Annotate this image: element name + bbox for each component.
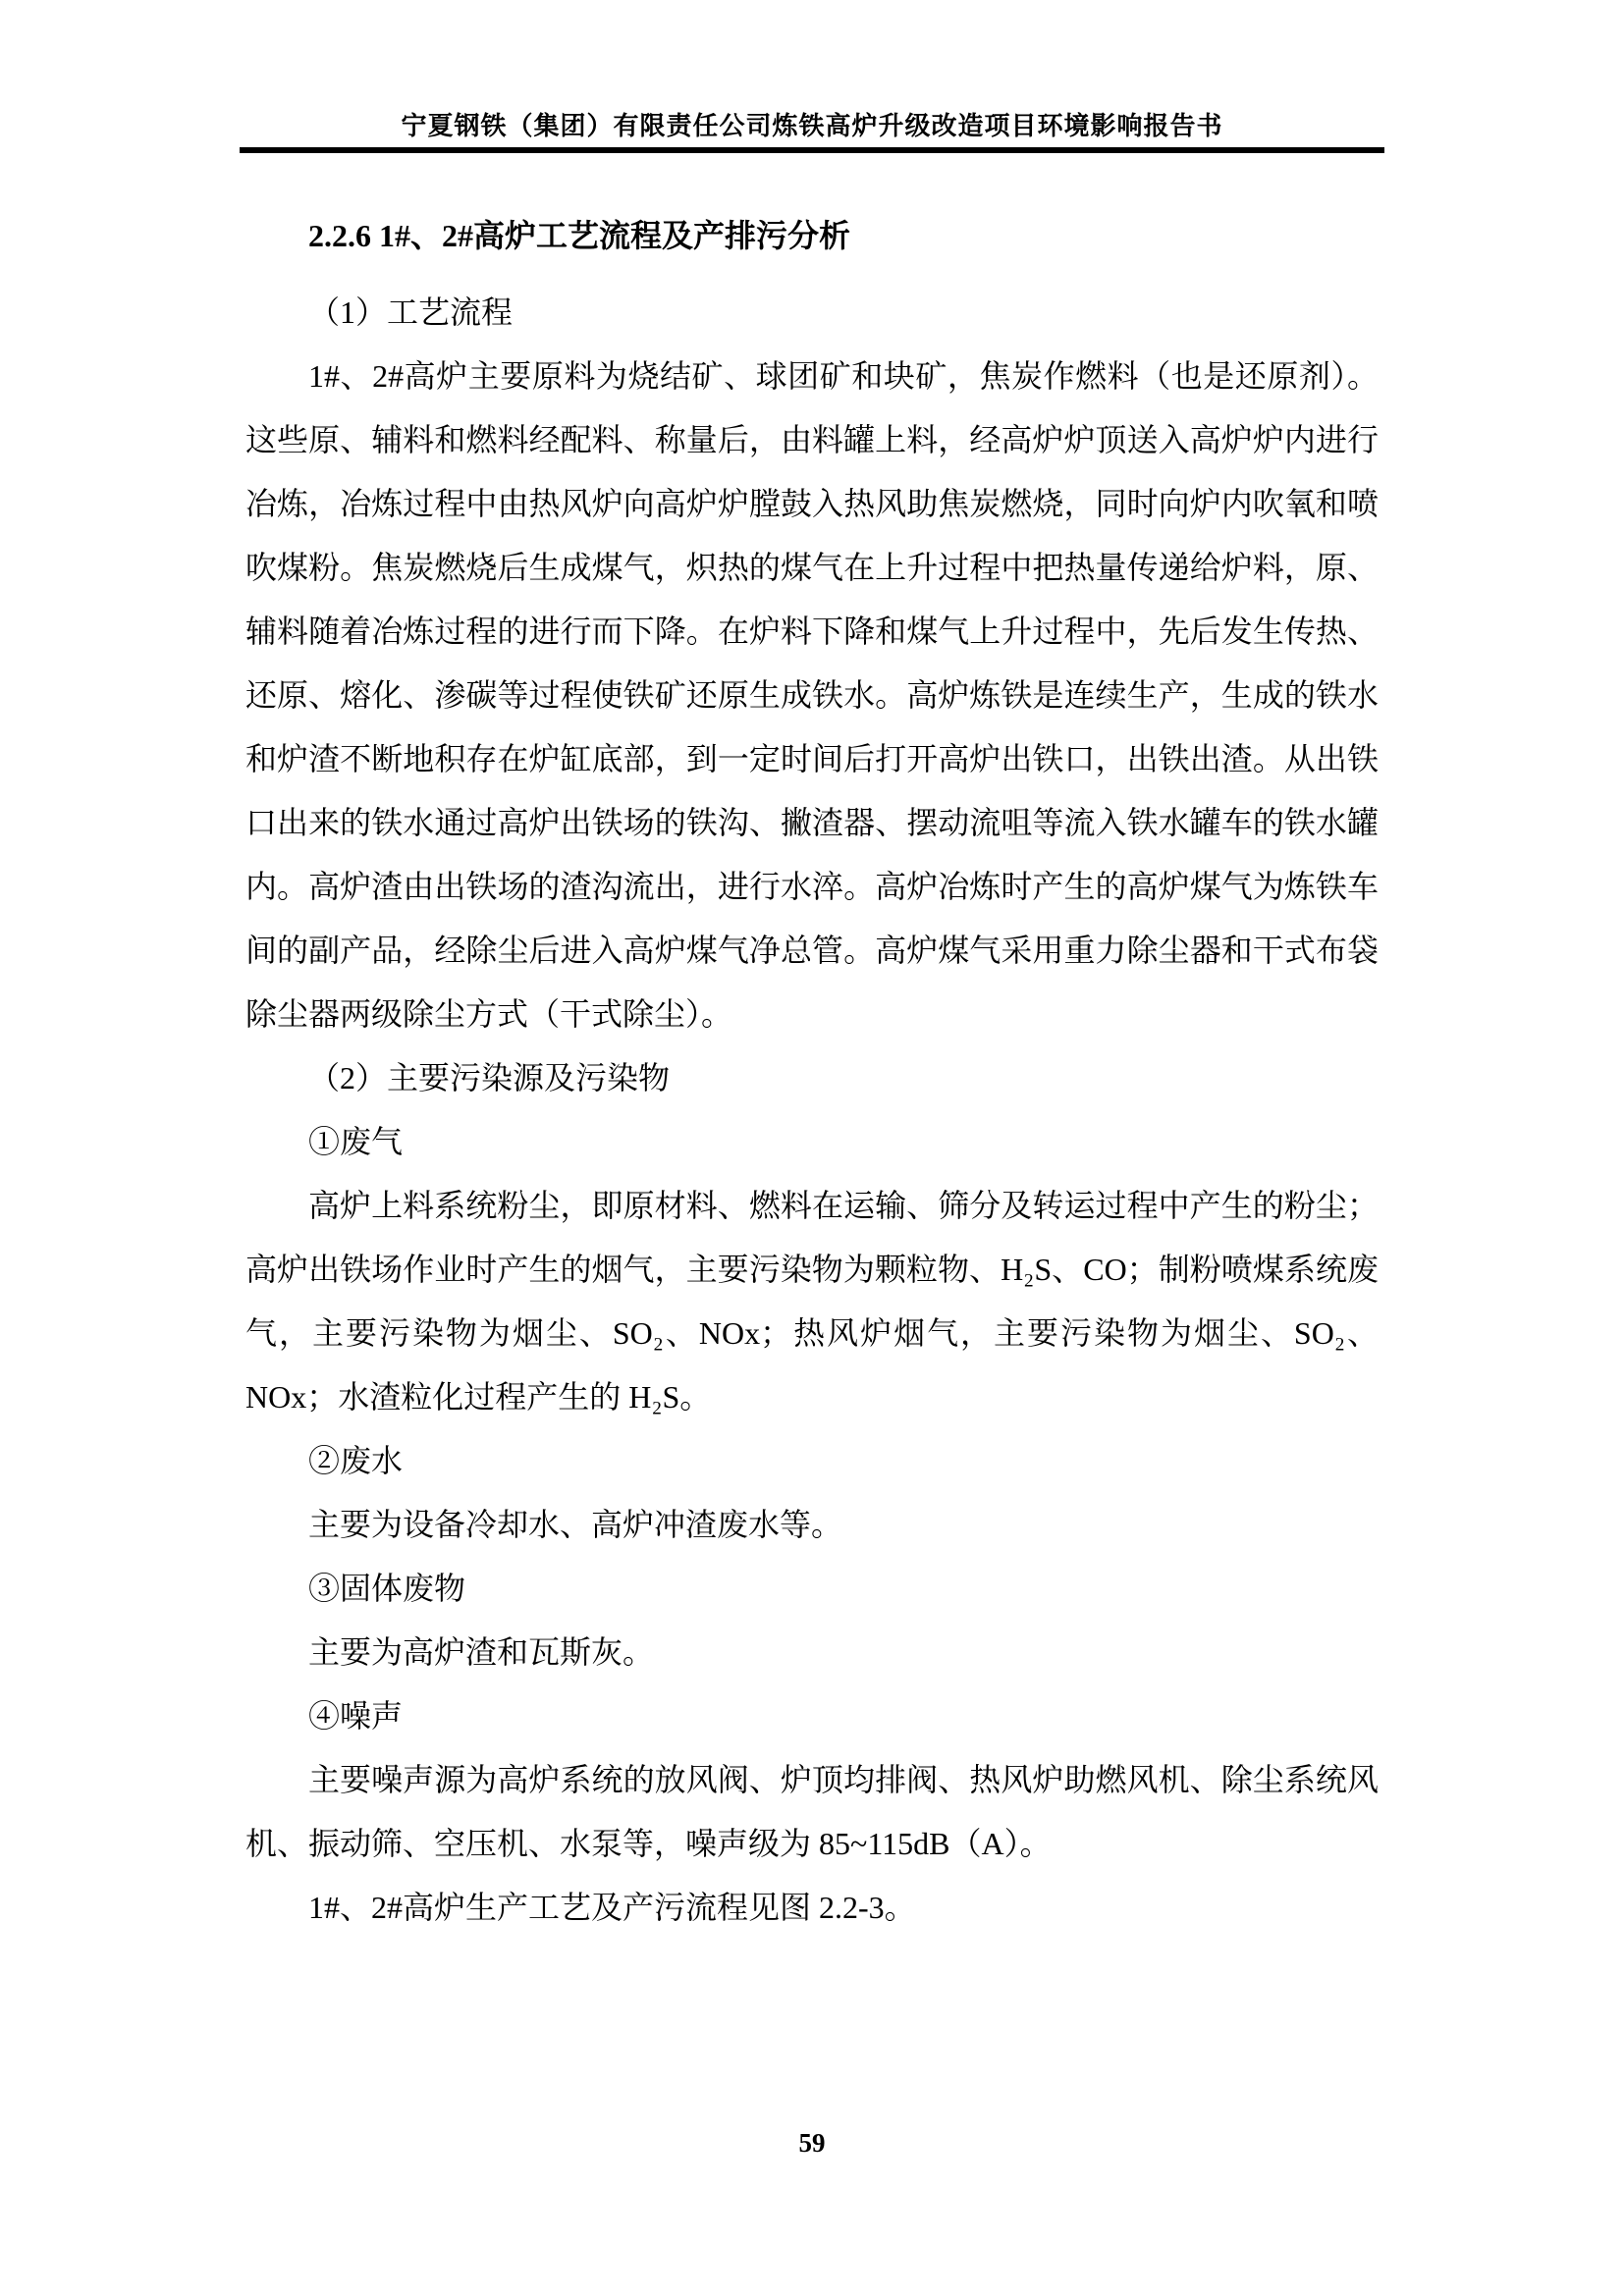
paragraph-waste-gas: 高炉上料系统粉尘，即原材料、燃料在运输、筛分及转运过程中产生的粉尘；高炉出铁场作业时产生的烟气，主要污染物为颗粒物、H₂S、CO；制粉喷煤系统废气，主要污染物为烟尘、SO₂、NOx；热风炉烟气，主要污染物为烟尘、SO₂、NOx；水渣粒化过程产生的 H₂S。 [245,1188,1379,1415]
report-title: 宁夏钢铁（集团）有限责任公司炼铁高炉升级改造项目环境影响报告书 [401,112,1223,140]
page-body [245,204,1379,1940]
paragraph-noise: 主要噪声源为高炉系统的放风阀、炉顶均排阀、热风炉助燃风机、除尘系统风机、振动筛、空压机、水泵等，噪声级为 85~115dB（A）。 [245,1762,1379,1861]
paragraph-process-flow-label: （1）工艺流程 [308,294,514,330]
paragraph-process-description: 1#、2#高炉主要原料为烧结矿、球团矿和块矿，焦炭作燃料（也是还原剂）。这些原、辅料和燃料经配料、称量后，由料罐上料，经高炉炉顶送入高炉炉内进行冶炼，冶炼过程中由热风炉向高炉炉膛鼓入热风助焦炭燃烧，同时向炉内吹氧和喷吹煤粉。焦炭燃烧后生成煤气，炽热的煤气在上升过程中把热量传递给炉料，原、辅料随着冶炼过程的进行而下降。在炉料下降和煤气上升过程中，先后发生传热、还原、熔化、渗碳等过程使铁矿还原生成铁水。高炉炼铁是连续生产，生成的铁水和炉渣不断地积存在炉缸底部，到一定时间后打开高炉出铁口，出铁出渣。从出铁口出来的铁水通过高炉出铁场的铁沟、撇渣器、摆动流咀等流入铁水罐车的铁水罐内。高炉渣由出铁场的渣沟流出，进行水淬。高炉冶炼时产生的高炉煤气为炼铁车间的副产品，经除尘后进入高炉煤气净总管。高炉煤气采用重力除尘器和干式布袋除尘器两级除尘方式（干式除尘）。 [245,358,1379,1032]
paragraph-solid-waste: 主要为高炉渣和瓦斯灰。 [308,1634,655,1670]
paragraph-wastewater: 主要为设备冷却水、高炉冲渣废水等。 [308,1507,843,1542]
list-item-noise-label: ④噪声 [308,1698,404,1734]
list-item-wastewater-label: ②废水 [308,1443,404,1478]
paragraph-figure-reference: 1#、2#高炉生产工艺及产污流程见图 2.2-3。 [308,1890,916,1925]
page-header [240,110,1384,153]
list-item-solid-waste-label: ③固体废物 [308,1571,466,1606]
section-heading: 2.2.6 1#、2#高炉工艺流程及产排污分析 [308,218,851,253]
page-number: 59 [798,2128,826,2158]
paragraph-pollution-sources-label: （2）主要污染源及污染物 [308,1060,671,1095]
list-item-waste-gas-label: ①废气 [308,1124,404,1159]
page-footer [245,2126,1379,2160]
